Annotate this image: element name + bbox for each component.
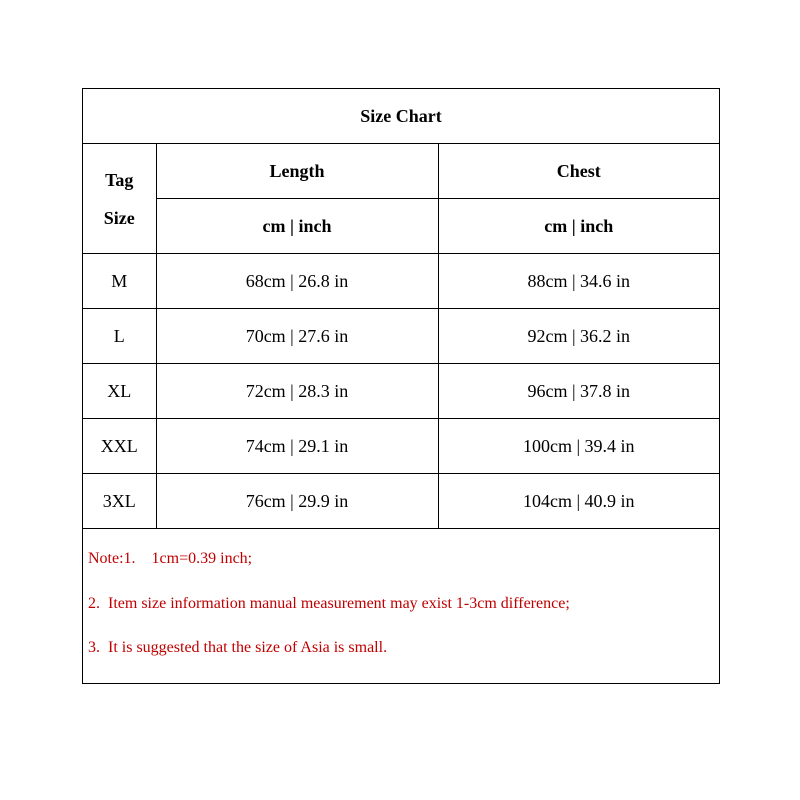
table-row: [83, 254, 719, 309]
size-cell: XXL: [83, 419, 156, 474]
unit-row: [83, 199, 719, 254]
length-cell: 74cm | 29.1 in: [156, 419, 438, 474]
size-label: Size: [103, 207, 135, 228]
length-cell: 76cm | 29.9 in: [156, 474, 438, 529]
note-2: 2. Item size information manual measurement may exist 1-3cm difference;: [88, 595, 570, 612]
chest-header: Chest: [438, 144, 719, 199]
chest-cell: 92cm | 36.2 in: [438, 309, 719, 364]
chest-cell: 104cm | 40.9 in: [438, 474, 719, 529]
table-row: [83, 419, 719, 474]
length-cell: 72cm | 28.3 in: [156, 364, 438, 419]
length-cell: 70cm | 27.6 in: [156, 309, 438, 364]
header-row: [83, 144, 719, 199]
chest-cell: 96cm | 37.8 in: [438, 364, 719, 419]
length-cell: 68cm | 26.8 in: [156, 254, 438, 309]
table-row: [83, 474, 719, 529]
tag-size-header: [83, 144, 156, 254]
length-header: Length: [156, 144, 438, 199]
size-cell: 3XL: [83, 474, 156, 529]
chest-cell: 100cm | 39.4 in: [438, 419, 719, 474]
size-chart: [82, 88, 720, 684]
note-1: Note:1. 1cm=0.39 inch;: [88, 550, 253, 567]
note-3: 3. It is suggested that the size of Asia is small.: [88, 639, 388, 656]
size-cell: L: [83, 309, 156, 364]
table-row: [83, 364, 719, 419]
tag-label: Tag: [105, 169, 134, 190]
chart-title: Size Chart: [83, 89, 719, 144]
chest-cell: 88cm | 34.6 in: [438, 254, 719, 309]
chest-unit-header: cm | inch: [438, 199, 719, 254]
notes-section: [83, 529, 719, 681]
size-cell: M: [83, 254, 156, 309]
size-table: [83, 89, 719, 529]
title-row: [83, 89, 719, 144]
table-row: [83, 309, 719, 364]
length-unit-header: cm | inch: [156, 199, 438, 254]
size-cell: XL: [83, 364, 156, 419]
